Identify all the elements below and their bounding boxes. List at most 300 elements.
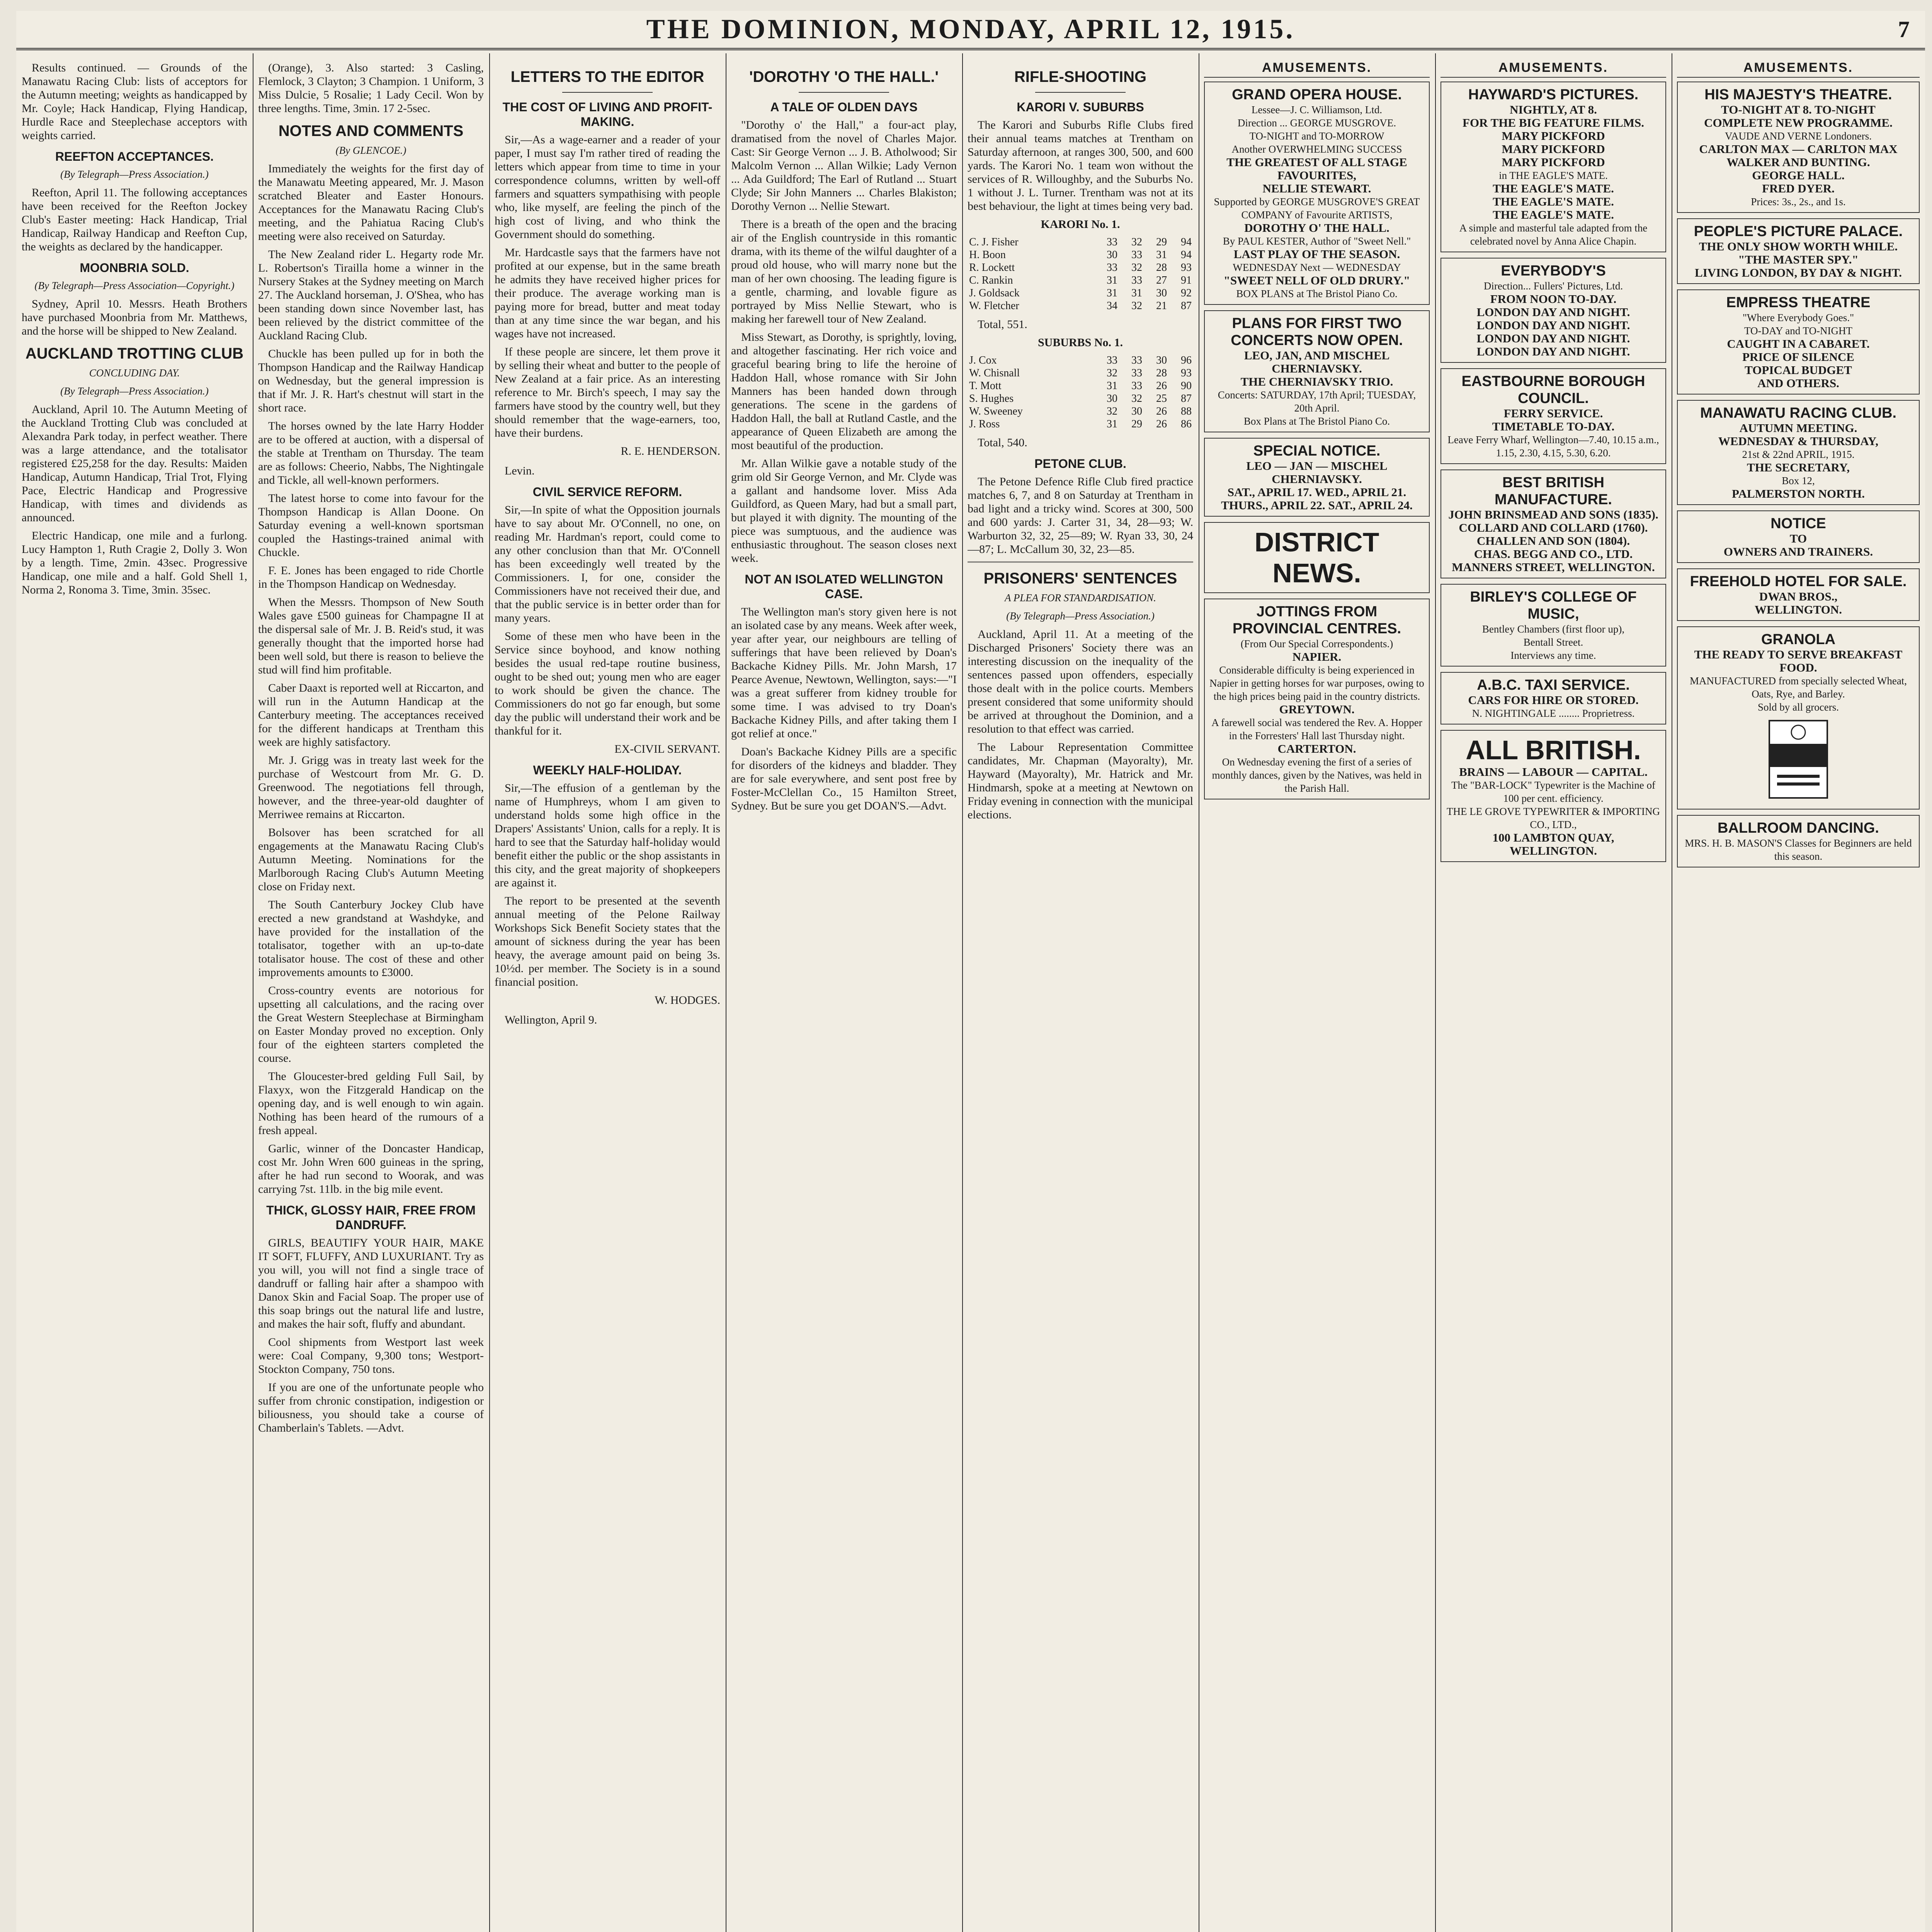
score-cell: 93 [1181,367,1192,379]
letter-signature: EX-CIVIL SERVANT. [614,743,720,755]
shooter-name: J. Cox [969,354,997,366]
score-cell: 32 [1131,300,1142,312]
ad-line: Concerts: SATURDAY, 17th April; TUESDAY, 20th April. [1218,389,1416,414]
byline: (By Telegraph—Press Association.) [1006,610,1155,622]
ad-line: CHALLEN AND SON (1804). [1476,534,1630,548]
ad-line: COMPLETE NEW PROGRAMME. [1704,116,1893,129]
section-heading: CIVIL SERVICE REFORM. [532,485,682,499]
advertisement [1677,400,1920,505]
score-cell: 32 [1107,367,1117,379]
team-heading: SUBURBS No. 1. [1037,336,1123,349]
score-cell: 88 [1181,405,1192,417]
score-cell: 29 [1156,236,1167,248]
ad-line: Sold by all grocers. [1758,701,1839,713]
article-paragraph: Immediately the weights for the first day of the Manawatu Meeting appeared, Mr. J. Mason scratched Bleater and Easter Honours. Acceptances for the Manawatu Racing Club's meeting, and the Pahiatua Racing Club's meeting were also received on Saturday. [258,162,484,243]
advertisement [1677,82,1920,213]
score-row [968,392,1193,405]
ad-line: BOX PLANS at The Bristol Piano Co. [1236,288,1398,299]
score-cell: 87 [1181,300,1192,312]
score-cell: 90 [1181,380,1192,392]
ad-line: 100 LAMBTON QUAY, [1492,831,1614,844]
ad-line: The "BAR-LOCK" Typewriter is the Machine of 100 per cent. efficiency. [1451,779,1656,804]
amusements-heading: AMUSEMENTS. [1204,61,1430,78]
ad-line: THE GREATEST OF ALL STAGE FAVOURITES, [1226,155,1407,182]
article-paragraph: When the Messrs. Thompson of New South Wales gave £500 guineas for Champagne II at the dispersal sale of Mr. J. B. Reid's stud, it was generally thought that the imported horse had been well sold, but there is reason to believe the stud will find him profitable. [258,596,484,676]
ad-line: THE ONLY SHOW WORTH WHILE. [1699,240,1898,253]
article-paragraph: Mr. Allan Wilkie gave a notable study of the grim old Sir George Vernon, and Mr. Clyde was a gallant and handsome lover. Miss Ada Guildford, as Queen Mary, had but a small part, but played it with dignity. The mounting of the piece was sumptuous, and the audience was enthusiastic throughout. The season closes next week. [731,457,957,565]
ad-line: Bentall Street. [1523,636,1583,648]
letter-signature: R. E. HENDERSON. [621,445,720,457]
score-row [968,379,1193,392]
ad-line: Prices: 3s., 2s., and 1s. [1751,196,1846,207]
ad-line: CHAS. BEGG AND CO., LTD. [1474,547,1633,561]
section-heading: LETTERS TO THE EDITOR [510,68,704,85]
ad-line: NELLIE STEWART. [1262,182,1371,195]
masthead [16,11,1925,50]
ad-line: TO [1789,532,1807,545]
ad-line: LEO — JAN — MISCHEL [1246,459,1388,473]
score-cell: 32 [1131,262,1142,274]
ad-line: in THE EAGLE'S MATE. [1499,170,1608,181]
article-paragraph: Sir,—The effusion of a gentleman by the name of Humphreys, whom I am given to understand holds some high office in the Drapers' Assistants' Union, calls for a reply. It is hard to see that the Saturday half-holiday would benefit either the public or the shop assistants in this city, and the great majority of shopkeepers are against it. [495,782,720,889]
article-paragraph: Miss Stewart, as Dorothy, is sprightly, loving, and altogether fascinating. Her rich voice and graceful bearing bring to life the heroine of Haddon Hall, whose romance with Sir John Manners has been handed down through generations. The scene in the gardens of Haddon Hall, the ball at Rutland Castle, and the appearance of Queen Elizabeth are among the most beautiful of the production. [731,331,957,452]
article-paragraph: Sydney, April 10. Messrs. Heath Brothers have purchased Moonbria from Mr. Matthews, and the horse will be shipped to New Zealand. [22,298,247,337]
advertisement [1204,310,1430,432]
score-row [968,248,1193,261]
shooter-name: J. Ross [969,418,1000,430]
ad-line: CHERNIAVSKY. [1272,362,1362,375]
score-cell: 33 [1131,249,1142,261]
ad-line: Box 12, [1782,475,1815,486]
column-rule [1435,53,1436,1932]
ad-line: WELLINGTON. [1510,844,1597,857]
advertisement [1440,82,1666,252]
section-heading: PRISONERS' SENTENCES [983,570,1177,587]
section-heading: NOTES AND COMMENTS [278,122,464,139]
score-cell: 33 [1131,354,1142,366]
ad-heading: PEOPLE'S PICTURE PALACE. [1694,223,1903,240]
score-cell: 34 [1107,300,1117,312]
ad-line: WELLINGTON. [1755,603,1842,616]
column-4 [731,61,957,1932]
divider [1035,92,1126,93]
article-paragraph: Mr. J. Grigg was in treaty last week for the purchase of Westcourt from Mr. G. D. Greenwood. The negotiations fell through, however, and the three-year-old daughter of Merriwee remains at Riccarton. [258,754,484,821]
article-paragraph: Garlic, winner of the Doncaster Handicap, cost Mr. John Wren 600 guineas in the spring, after he had run second to Woorak, and was carrying 7st. 11lb. in the big mile event. [258,1142,484,1196]
score-cell: 31 [1131,287,1142,299]
granola-package-icon [1682,717,1914,802]
ad-heading: JOTTINGS FROM PROVINCIAL CENTRES. [1232,604,1401,637]
score-cell: 33 [1131,367,1142,379]
score-cell: 32 [1131,236,1142,248]
ad-line: THE CHERNIAVSKY TRIO. [1240,375,1393,388]
ad-line: Direction ... GEORGE MUSGROVE. [1237,117,1396,129]
ad-line: Considerable difficulty is being experienced in Napier in getting horses for war purposes, owing to the high prices being paid in the country districts. [1209,664,1424,702]
byline: (By Telegraph—Press Association.) [60,168,209,180]
article-paragraph: (Orange), 3. Also started: 3 Casling, Flemlock, 3 Clayton; 3 Champion. 1 Uniform, 3 Miss Dulcie, 5 Rosalie; 1 Lady Cecil. Won by three lengths. Time, 3min. 17 2-5sec. [258,61,484,115]
ad-line: N. NIGHTINGALE ........ Proprietress. [1472,707,1635,719]
ad-line: CARTERTON. [1277,742,1356,755]
ad-line: MANUFACTURED from specially selected Wheat, Oats, Rye, and Barley. [1689,675,1907,700]
advertisement [1677,815,1920,867]
ad-line: TO-NIGHT and TO-MORROW [1249,130,1384,142]
ad-heading: NOTICE [1770,515,1826,532]
score-cell: 33 [1107,354,1117,366]
article-paragraph: Some of these men who have been in the Service since boyhood, and know nothing besides the usual red-tape routine business, ought to be shed out; young men who are eager to work should be given the chance. The Commissioners do not go far enough, but some day the public will understand their work and be thankful for it. [495,630,720,737]
ad-line: DWAN BROS., [1759,590,1838,603]
score-cell: 30 [1156,287,1167,299]
advertisement [1440,368,1666,464]
article-paragraph: GIRLS, BEAUTIFY YOUR HAIR, MAKE IT SOFT, FLUFFY, AND LUXURIANT. Try as you will, you will not find a single trace of dandruff or falling hair after a shampoo with Danox Skin and Facial Soap. The proper use of this soap brings out the natural life and lustre, and makes the hair soft, fluffy and abundant. [258,1236,484,1330]
score-cell: 21 [1156,300,1167,312]
ad-line: CAUGHT IN A CABARET. [1727,337,1870,350]
score-cell: 30 [1107,249,1117,261]
ad-line: CHERNIAVSKY. [1272,472,1362,486]
ad-heading: HIS MAJESTY'S THEATRE. [1704,87,1892,103]
ad-heading: BALLROOM DANCING. [1718,820,1879,836]
article-paragraph: Sir,—In spite of what the Opposition journals have to say about Mr. O'Connell, no one, on reading Mr. Hardman's report, could come to any other conclusion than that Mr. O'Connell has been exceedingly well treated by the Commissioners. I, for one, consider the Commissioners have not received their due, and that the public service is in better order than for many years. [495,503,720,624]
article-paragraph: The Karori and Suburbs Rifle Clubs fired their annual teams matches at Trentham on Saturday afternoon, at ranges 300, 500, and 600 yards. The Karori No. 1 team won without the services of R. Willoughby, and the Suburbs No. 1 without J. L. Turner. Trentham was not at its best behaviour, the light at times being very bad. [968,119,1193,213]
score-cell: 31 [1107,380,1117,392]
score-cell: 87 [1181,393,1192,405]
score-row [968,287,1193,299]
ad-line: LONDON DAY AND NIGHT. [1476,318,1630,332]
ad-line: PRICE OF SILENCE [1742,350,1854,364]
score-cell: 33 [1107,236,1117,248]
ad-heading: MANAWATU RACING CLUB. [1700,405,1897,421]
ad-line: THE SECRETARY, [1747,461,1850,474]
score-cell: 30 [1131,405,1142,417]
ad-line: "SWEET NELL OF OLD DRURY." [1223,274,1410,287]
letter-signature: W. HODGES. [655,994,720,1007]
section-heading: REEFTON ACCEPTANCES. [55,150,214,163]
score-cell: 33 [1131,380,1142,392]
score-cell: 96 [1181,354,1192,366]
ad-line: DOROTHY O' THE HALL. [1244,221,1389,235]
byline: (By Telegraph—Press Association.) [60,385,209,397]
ad-line: TO-DAY and TO-NIGHT [1744,325,1852,337]
section-heading: RIFLE-SHOOTING [1014,68,1147,85]
section-heading: WEEKLY HALF-HOLIDAY. [533,763,682,777]
ad-line: MARY PICKFORD [1502,142,1605,156]
advertisement [1677,289,1920,395]
score-cell: 26 [1156,405,1167,417]
article-paragraph: The horses owned by the late Harry Hodder are to be offered at auction, with a dispersal of the stable at Trentham on Thursday. The team are as follows: Cheerio, Nabbs, The Nightingale and Tickle, all well-known performers. [258,420,484,486]
ad-line: Interviews any time. [1510,650,1596,661]
ad-line: (From Our Special Correspondents.) [1240,638,1393,650]
advertisement [1440,584,1666,667]
score-row [968,418,1193,430]
ad-line: COLLARD AND COLLARD (1760). [1459,521,1648,534]
ad-line: "THE MASTER SPY." [1738,253,1859,266]
score-cell: 31 [1107,274,1117,286]
article-paragraph: Levin. [505,464,535,477]
ad-line: WEDNESDAY & THURSDAY, [1718,434,1879,448]
ad-line: WALKER AND BUNTING. [1726,155,1870,169]
article-paragraph: There is a breath of the open and the bracing air of the English countryside in this romantic drama, with its theme of the wilful daughter of a proud old house, who will marry none but the man of her own choosing. The leading figure is a gentle, charming, and lovable figure as portrayed by Miss Nellie Stewart, who is making her farewell tour of New Zealand. [731,218,957,325]
score-cell: 92 [1181,287,1192,299]
article-paragraph: The report to be presented at the seventh annual meeting of the Pelone Railway Workshops Sick Benefit Society states that the amount of sickness during the year has been heavy, the average amount paid on being 3s. 10½d. per member. The Society is in a sound financial position. [495,895,720,988]
article-paragraph: The Labour Representation Committee candidates, Mr. Chapman (Mayoralty), Mr. Hayward (Mayoralty), Mr. Hatrick and Mr. Hindmarsh, spoke at a meeting at Newtown on Friday evening in connection with the municipal elections. [968,741,1193,821]
score-cell: 31 [1107,287,1117,299]
section-heading: A TALE OF OLDEN DAYS [770,100,918,114]
ad-line: NAPIER. [1292,650,1342,663]
ad-line: GEORGE HALL. [1752,168,1845,182]
article-paragraph: F. E. Jones has been engaged to ride Chortle in the Thompson Handicap on Wednesday. [258,564,484,590]
score-cell: 28 [1156,367,1167,379]
ad-line: SAT., APRIL 17. WED., APRIL 21. [1227,485,1406,499]
advertisement [1440,469,1666,578]
shooter-name: W. Chisnall [969,367,1020,379]
score-cell: 28 [1156,262,1167,274]
advertisement [1204,522,1430,593]
ad-heading: HAYWARD'S PICTURES. [1468,87,1639,103]
divider [799,92,889,93]
shooter-name: C. J. Fisher [969,236,1019,248]
score-cell: 30 [1156,354,1167,366]
score-row [968,261,1193,274]
ad-line: MARY PICKFORD [1502,129,1605,143]
ad-line: MANNERS STREET, WELLINGTON. [1452,560,1655,574]
ad-line: WEDNESDAY Next — WEDNESDAY [1233,262,1401,273]
shooter-name: T. Mott [969,380,1002,392]
ad-line: AUTUMN MEETING. [1739,421,1857,435]
score-cell: 91 [1181,274,1192,286]
shooter-name: H. Boon [969,249,1006,261]
score-row [968,274,1193,287]
ad-line: Leave Ferry Wharf, Wellington—7.40, 10.15 a.m., 1.15, 2.30, 4.15, 5.30, 6.20. [1447,434,1659,459]
ad-line: Another OVERWHELMING SUCCESS [1231,143,1402,155]
ad-line: FRED DYER. [1762,182,1835,195]
article-paragraph: The Petone Defence Rifle Club fired practice matches 6, 7, and 8 on Saturday at Trentham in bad light and a tricky wind. Scores at 300, 500 and 600 yards: J. Carter 31, 34, 28—93; W. Warburton 32, 32, 25—89; W. Ryan 33, 30, 24—87; L. McCallum 30, 32, 23—85. [968,475,1193,556]
article-paragraph: Auckland, April 10. The Autumn Meeting of the Auckland Trotting Club was concluded at Alexandra Park today, in perfect weather. There was a large attendance, and the totalisator registered £25,258 for the day. Results: Maiden Handicap, Autumn Handicap, Trial Trot, Flying Pace, Electric Handicap and Progressive Handicap, with times and dividends as announced. [22,403,247,524]
ad-line: TIMETABLE TO-DAY. [1492,420,1615,433]
article-paragraph: Reefton, April 11. The following acceptances have been received for the Reefton Jockey Club's Easter meeting: Hack Handicap, Trial Handicap, Railway Handicap and Reefton Cup, the weights as declared by the handicapper. [22,186,247,253]
section-heading: KARORI V. SUBURBS [1017,100,1144,114]
ad-line: By PAUL KESTER, Author of "Sweet Nell." [1223,235,1411,247]
article-paragraph: Auckland, April 11. At a meeting of the Discharged Prisoners' Society there was an interesting discussion on the inequality of the sentences passed upon offenders, especially those dealt with in the police courts. Members present considered that some uniformity should be arrived at throughout the Dominion, and a resolution to that effect was carried. [968,628,1193,735]
ad-line: TO-NIGHT AT 8. TO-NIGHT [1721,103,1876,116]
article-paragraph: "Dorothy o' the Hall," a four-act play, dramatised from the novel of Charles Major. Cast: Sir George Vernon ... J. B. Atholwood; Sir Malcolm Vernon ... Allan Wilkie; Lady Vernon ... Ada Guildford; The Earl of Rutland ... Stuart Clyde; Sir John Manners ... Charles Blakiston; Dorothy Vernon ... Nellie Stewart. [731,119,957,213]
advertisement [1677,510,1920,563]
amusements-heading: AMUSEMENTS. [1440,61,1666,78]
shooter-name: J. Goldsack [969,287,1020,299]
article-paragraph: Bolsover has been scratched for all engagements at the Manawatu Racing Club's Autumn Meeting. Nominations for the Marlborough Racing Club's Autumn Meeting close on Friday next. [258,826,484,893]
score-cell: 26 [1156,380,1167,392]
column-rule [962,53,963,1932]
ad-line: THURS., APRIL 22. SAT., APRIL 24. [1221,498,1413,512]
score-cell: 93 [1181,262,1192,274]
article-paragraph: If you are one of the unfortunate people who suffer from chronic constipation, indigestion or biliousness, you should take a course of Chamberlain's Tablets. —Advt. [258,1381,484,1434]
score-row [968,354,1193,367]
score-cell: 25 [1156,393,1167,405]
score-cell: 31 [1107,418,1117,430]
ad-line: BRAINS — LABOUR — CAPITAL. [1459,765,1648,779]
ad-line: THE LE GROVE TYPEWRITER & IMPORTING CO., LTD., [1446,806,1660,830]
ad-line: Bentley Chambers (first floor up), [1482,623,1625,635]
article-paragraph: Sir,—As a wage-earner and a reader of your paper, I must say I'm rather tired of reading the letters which appear from time to time in your correspondence columns, written by well-off farmers and squatters sympathising with people who, like myself, are feeling the pinch of the high cost of living, and who think the Government should do something. [495,133,720,241]
ad-heading: A.B.C. TAXI SERVICE. [1477,677,1630,693]
ad-heading: EASTBOURNE BOROUGH COUNCIL. [1461,373,1645,406]
advertisement [1440,258,1666,363]
column-7-amusements [1440,61,1666,1932]
ad-line: OWNERS AND TRAINERS. [1723,545,1873,558]
ad-heading: GRAND OPERA HOUSE. [1232,87,1402,103]
article-paragraph: Results continued. — Grounds of the Manawatu Racing Club: lists of acceptors for the Autumn meeting; weights as handicapped by Mr. Coyle; Hack Handicap, Flying Handicap, Hurdle Race and Steeplechase acceptors with weights carried. [22,61,247,142]
score-cell: 32 [1107,405,1117,417]
score-cell: 94 [1181,236,1192,248]
ad-line: THE READY TO SERVE BREAKFAST FOOD. [1694,648,1903,674]
article-paragraph: The latest horse to come into favour for the Thompson Handicap is Allan Doone. On Saturday evening a well-known sportsman coupled the Hastings-trained animal with Chuckle. [258,492,484,559]
ad-line: FROM NOON TO-DAY. [1490,292,1617,306]
ad-line: THE EAGLE'S MATE. [1493,195,1614,208]
article-paragraph: Cool shipments from Westport last week were: Coal Company, 9,300 tons; Westport-Stockton Company, 750 tons. [258,1336,484,1376]
ad-line: LAST PLAY OF THE SEASON. [1233,247,1400,261]
article-paragraph: Chuckle has been pulled up for in both the Thompson Handicap and the Railway Handicap on Wednesday, but the general impression is that if Mr. J. R. Hart's chestnut will start in the short race. [258,347,484,414]
score-row [968,299,1193,312]
advertisement [1677,568,1920,621]
advertisement [1677,218,1920,284]
advertisement [1677,626,1920,810]
newspaper-page [16,11,1925,1932]
newspaper-title: THE DOMINION, MONDAY, APRIL 12, 1915. [646,14,1295,44]
ad-line: "Where Everybody Goes." [1742,312,1854,323]
ad-line: MRS. H. B. MASON'S Classes for Beginners are held this season. [1685,837,1912,862]
score-cell: 30 [1107,393,1117,405]
article-paragraph: Total, 551. [978,318,1027,331]
advertisement [1440,672,1666,724]
byline: (By Telegraph—Press Association—Copyright.) [34,280,235,291]
article-paragraph: The Gloucester-bred gelding Full Sail, by Flaxyx, won the Fitzgerald Handicap on the opening day, and is well enough to win again. Nothing has been heard of the rumours of a fresh appeal. [258,1070,484,1137]
ad-heading: BIRLEY'S COLLEGE OF MUSIC, [1470,589,1637,622]
ad-line: Supported by GEORGE MUSGROVE'S GREAT COMPANY of Favourite ARTISTS, [1214,196,1420,221]
score-row [968,236,1193,248]
score-cell: 29 [1131,418,1142,430]
ad-line: NIGHTLY, AT 8. [1510,103,1597,116]
ad-heading: BEST BRITISH MANUFACTURE. [1495,474,1612,508]
score-cell: 26 [1156,418,1167,430]
ad-heading: FREEHOLD HOTEL FOR SALE. [1690,573,1907,590]
ad-heading: PLANS FOR FIRST TWO CONCERTS NOW OPEN. [1231,315,1403,349]
score-cell: 33 [1107,262,1117,274]
score-row [968,405,1193,418]
ad-line: FOR THE BIG FEATURE FILMS. [1463,116,1644,129]
ad-line: LEO, JAN, AND MISCHEL [1244,349,1390,362]
ad-line: CARS FOR HIRE OR STORED. [1468,693,1639,707]
article-paragraph: Cross-country events are notorious for upsetting all calculations, and the racing over the Great Western Steeplechase at Birmingham on Easter Monday proved no exception. Only four of the eighteen starters completed the course. [258,984,484,1065]
ad-line: LONDON DAY AND NIGHT. [1476,345,1630,358]
ad-heading: EVERYBODY'S [1501,263,1606,279]
section-heading: MOONBRIA SOLD. [80,261,189,275]
ad-line: VAUDE AND VERNE Londoners. [1725,130,1872,142]
shooter-name: R. Lockett [969,262,1015,274]
shooter-name: W. Sweeney [969,405,1023,417]
ad-line: Box Plans at The Bristol Piano Co. [1243,415,1390,427]
section-heading: AUCKLAND TROTTING CLUB [25,345,244,362]
ad-line: Direction... Fullers' Pictures, Ltd. [1483,280,1623,292]
page-number: 7 [1898,17,1910,42]
article-paragraph: If these people are sincere, let them prove it by selling their wheat and butter to the people of New Zealand at a fair price. As an interesting reference to Mr. Birch's speech, I may say the farmers have stood by the country well, but they should remember that the wage-earners, too, have their burdens. [495,345,720,439]
score-row [968,367,1193,379]
column-3 [495,61,720,1932]
ad-line: GREYTOWN. [1279,702,1355,716]
team-heading: KARORI No. 1. [1041,218,1120,231]
column-2 [258,61,484,1932]
ad-line: On Wednesday evening the first of a series of monthly dances, given by the Natives, was held in the Parish Hall. [1212,756,1422,794]
section-heading: 'DOROTHY 'O THE HALL.' [749,68,939,85]
column-8-amusements [1677,61,1920,1932]
ad-line: LIVING LONDON, BY DAY & NIGHT. [1695,266,1902,279]
column-rule [489,53,490,1932]
article-paragraph: Doan's Backache Kidney Pills are a specific for disorders of the kidneys and bladder. They are for sale everywhere, and sent post free by Foster-McClellan Co., 15 Hamilton Street, Sydney. But be sure you get DOAN'S.—Advt. [731,745,957,812]
ad-heading: GRANOLA [1761,631,1836,648]
ad-line: THE EAGLE'S MATE. [1493,182,1614,195]
ad-line: FERRY SERVICE. [1503,406,1603,420]
ad-heading: DISTRICT NEWS. [1254,527,1379,588]
ad-line: LONDON DAY AND NIGHT. [1476,305,1630,319]
column-6-amusements [1204,61,1430,1932]
article-paragraph: Total, 540. [978,436,1027,449]
article-paragraph: Mr. Hardcastle says that the farmers have not profited at our expense, but in the same breath he admits they have received higher prices for their produce. The average working man is paying more for bread, butter and meat today than at any time since the war began, and his wages have not increased. [495,246,720,340]
article-paragraph: The New Zealand rider L. Hegarty rode Mr. L. Robertson's Tirailla home a winner in the Nursery Stakes at the Sydney meeting on March 27. The Auckland horseman, J. O'Shea, who has been standing down since November last, has been relieved by the district committee of the Auckland Racing Club. [258,248,484,342]
ad-line: MARY PICKFORD [1502,155,1605,169]
divider [968,561,1193,563]
score-cell: 86 [1181,418,1192,430]
amusements-heading: AMUSEMENTS. [1677,61,1920,78]
advertisement [1204,82,1430,305]
column-5 [968,61,1193,1932]
section-heading: THE COST OF LIVING AND PROFIT-MAKING. [502,100,713,129]
advertisement [1204,438,1430,517]
ad-line: 21st & 22nd APRIL, 1915. [1742,449,1855,460]
score-cell: 27 [1156,274,1167,286]
score-table [968,354,1193,430]
ad-heading: ALL BRITISH. [1466,735,1641,765]
ad-line: TOPICAL BUDGET [1745,363,1852,377]
ad-line: AND OTHERS. [1757,376,1839,390]
ad-line: THE EAGLE'S MATE. [1493,208,1614,221]
advertisement [1204,599,1430,799]
shooter-name: W. Fletcher [969,300,1019,312]
ad-line: LONDON DAY AND NIGHT. [1476,332,1630,345]
section-heading: NOT AN ISOLATED WELLINGTON CASE. [745,572,943,601]
article-paragraph: The Wellington man's story given here is not an isolated case by any means. Week after week, year after year, our neighbours are telling of sufferings that have been relieved by Doan's Backache Kidney Pills. Mr. John Marsh, 17 Pearce Avenue, Newtown, Wellington, says:—"I was a great sufferer from kidney trouble for some time. I was advised to try Doan's Backache Kidney Pills, and after taking them I got relief at once." [731,605,957,740]
section-heading: PETONE CLUB. [1034,457,1126,471]
score-cell: 33 [1131,274,1142,286]
divider [562,92,653,93]
ad-heading: SPECIAL NOTICE. [1253,443,1381,459]
score-cell: 32 [1131,393,1142,405]
byline: A PLEA FOR STANDARDISATION. [1005,592,1156,604]
ad-line: A farewell social was tendered the Rev. A. Hopper in the Forresters' Hall last Thursday night. [1211,717,1422,742]
article-paragraph: Electric Handicap, one mile and a furlong. Lucy Hampton 1, Ruth Cragie 2, Dolly 3. Won by a length. Time, 2min. 43sec. Progressive Handicap, one mile and a half. Gold Shell 1, Norma 2, Ronoma 3. Time, 3min. 35sec. [22,529,247,596]
byline: CONCLUDING DAY. [89,367,180,379]
ad-line: PALMERSTON NORTH. [1732,487,1865,500]
ad-line: A simple and masterful tale adapted from the celebrated novel by Anna Alice Chapin. [1459,222,1648,247]
article-paragraph: Caber Daaxt is reported well at Riccarton, and will run in the Autumn Handicap at the Canterbury meeting. The acceptances received for the different handicaps at Trentham this week are highly satisfactory. [258,682,484,748]
section-heading: THICK, GLOSSY HAIR, FREE FROM DANDRUFF. [266,1203,476,1232]
ad-line: CARLTON MAX — CARLTON MAX [1699,142,1898,156]
advertisement [1440,730,1666,862]
byline: (By GLENCOE.) [335,145,406,156]
shooter-name: C. Rankin [969,274,1013,286]
ad-heading: EMPRESS THEATRE [1726,294,1871,311]
score-cell: 31 [1156,249,1167,261]
article-paragraph: Wellington, April 9. [505,1014,597,1026]
ad-line: Lessee—J. C. Williamson, Ltd. [1251,104,1383,116]
ad-line: JOHN BRINSMEAD AND SONS (1835). [1448,508,1658,521]
score-cell: 94 [1181,249,1192,261]
article-paragraph: The South Canterbury Jockey Club have erected a new grandstand at Washdyke, and have provided for the installation of the totalisator, together with an up-to-date totalisator house. The cost of these and other improvements amounts to £3000. [258,898,484,979]
